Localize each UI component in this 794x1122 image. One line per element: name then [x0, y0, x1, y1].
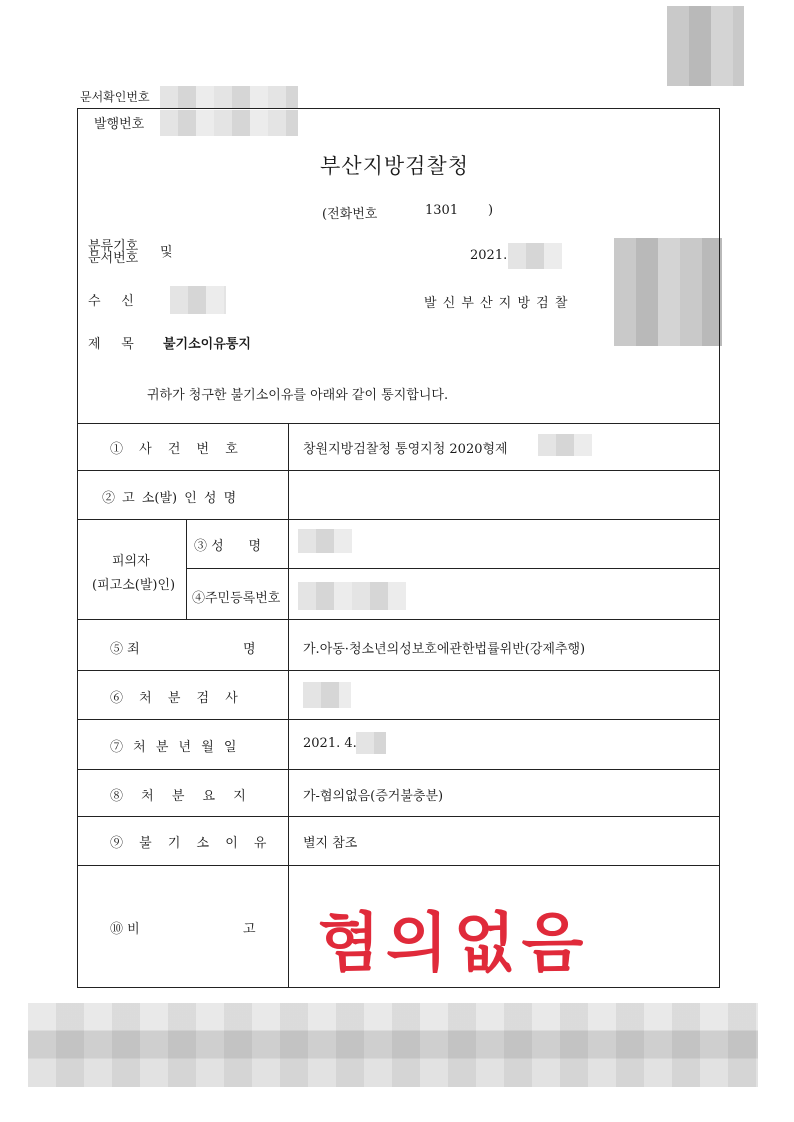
phone-value: 1301 [425, 203, 459, 218]
row-divider [77, 470, 720, 471]
doc-check-number-label: 문서확인번호 [80, 90, 150, 104]
redacted-footer [28, 1003, 758, 1087]
date-value: 2021. 4. [303, 736, 357, 751]
name-label: ③ 성 명 [194, 539, 262, 554]
suspect-group-divider [186, 519, 187, 619]
row-divider [77, 519, 720, 520]
row-divider [77, 719, 720, 720]
phone-label: (전화번호 [322, 207, 378, 222]
disposition-label: ⑧ 처 분 요 지 [110, 789, 246, 804]
office-name: 부산지방검찰청 [320, 154, 470, 178]
rrn-label: ④주민등록번호 [192, 591, 281, 606]
date-label: ⑦ 처 분 년 월 일 [110, 740, 237, 755]
sender-label: 발 신 부 산 지 방 검 찰 [424, 296, 569, 311]
label-column-divider [288, 423, 289, 988]
classification-label-2: 문서번호 [88, 251, 139, 266]
no-suspicion-stamp: 혐의없음 [318, 907, 590, 981]
charge-label-end: 명 [243, 642, 256, 657]
case-no-value: 창원지방검찰청 통영지청 2020형제 [303, 442, 508, 457]
redacted-doc-check-number [160, 86, 298, 108]
reason-label: ⑨ 불 기 소 이 유 [110, 836, 267, 851]
charge-value: 가.아동·청소년의성보호에관한법률위반(강제추행) [303, 642, 586, 657]
document-frame [77, 108, 720, 988]
suspect-group-label-2: (피고소(발)인) [92, 578, 176, 593]
remarks-label-num: ⑩ 비 [110, 922, 140, 937]
intro-sentence: 귀하가 청구한 불기소이유를 아래와 같이 통지합니다. [147, 388, 449, 403]
date-partial: 2021. [470, 248, 508, 263]
table-top-border [77, 423, 720, 424]
row-divider [186, 568, 720, 569]
row-divider [77, 670, 720, 671]
prosecutor-label: ⑥ 처 분 검 사 [110, 691, 238, 706]
suspect-group-label-1: 피의자 [112, 554, 150, 569]
row-divider [77, 865, 720, 866]
subject-value: 불기소이유통지 [163, 337, 251, 352]
subject-label: 제 목 [88, 337, 134, 352]
phone-close: ) [488, 203, 494, 218]
classification-and: 및 [160, 245, 173, 260]
complainant-label: ② 고 소(발) 인 성 명 [102, 491, 237, 506]
case-no-label: ① 사 건 번 호 [110, 442, 238, 457]
redacted-corner-block [667, 6, 744, 86]
disposition-value: 가-혐의없음(증거불충분) [303, 789, 444, 804]
recipient-label: 수 신 [88, 294, 134, 309]
charge-label-num: ⑤ 죄 [110, 642, 140, 657]
issue-number-label: 발행번호 [94, 117, 145, 132]
row-divider [77, 816, 720, 817]
row-divider [77, 769, 720, 770]
row-divider [77, 619, 720, 620]
remarks-label-end: 고 [243, 922, 256, 937]
classification-label-1: 분류기호 [88, 239, 139, 254]
reason-value: 별지 참조 [303, 836, 358, 851]
